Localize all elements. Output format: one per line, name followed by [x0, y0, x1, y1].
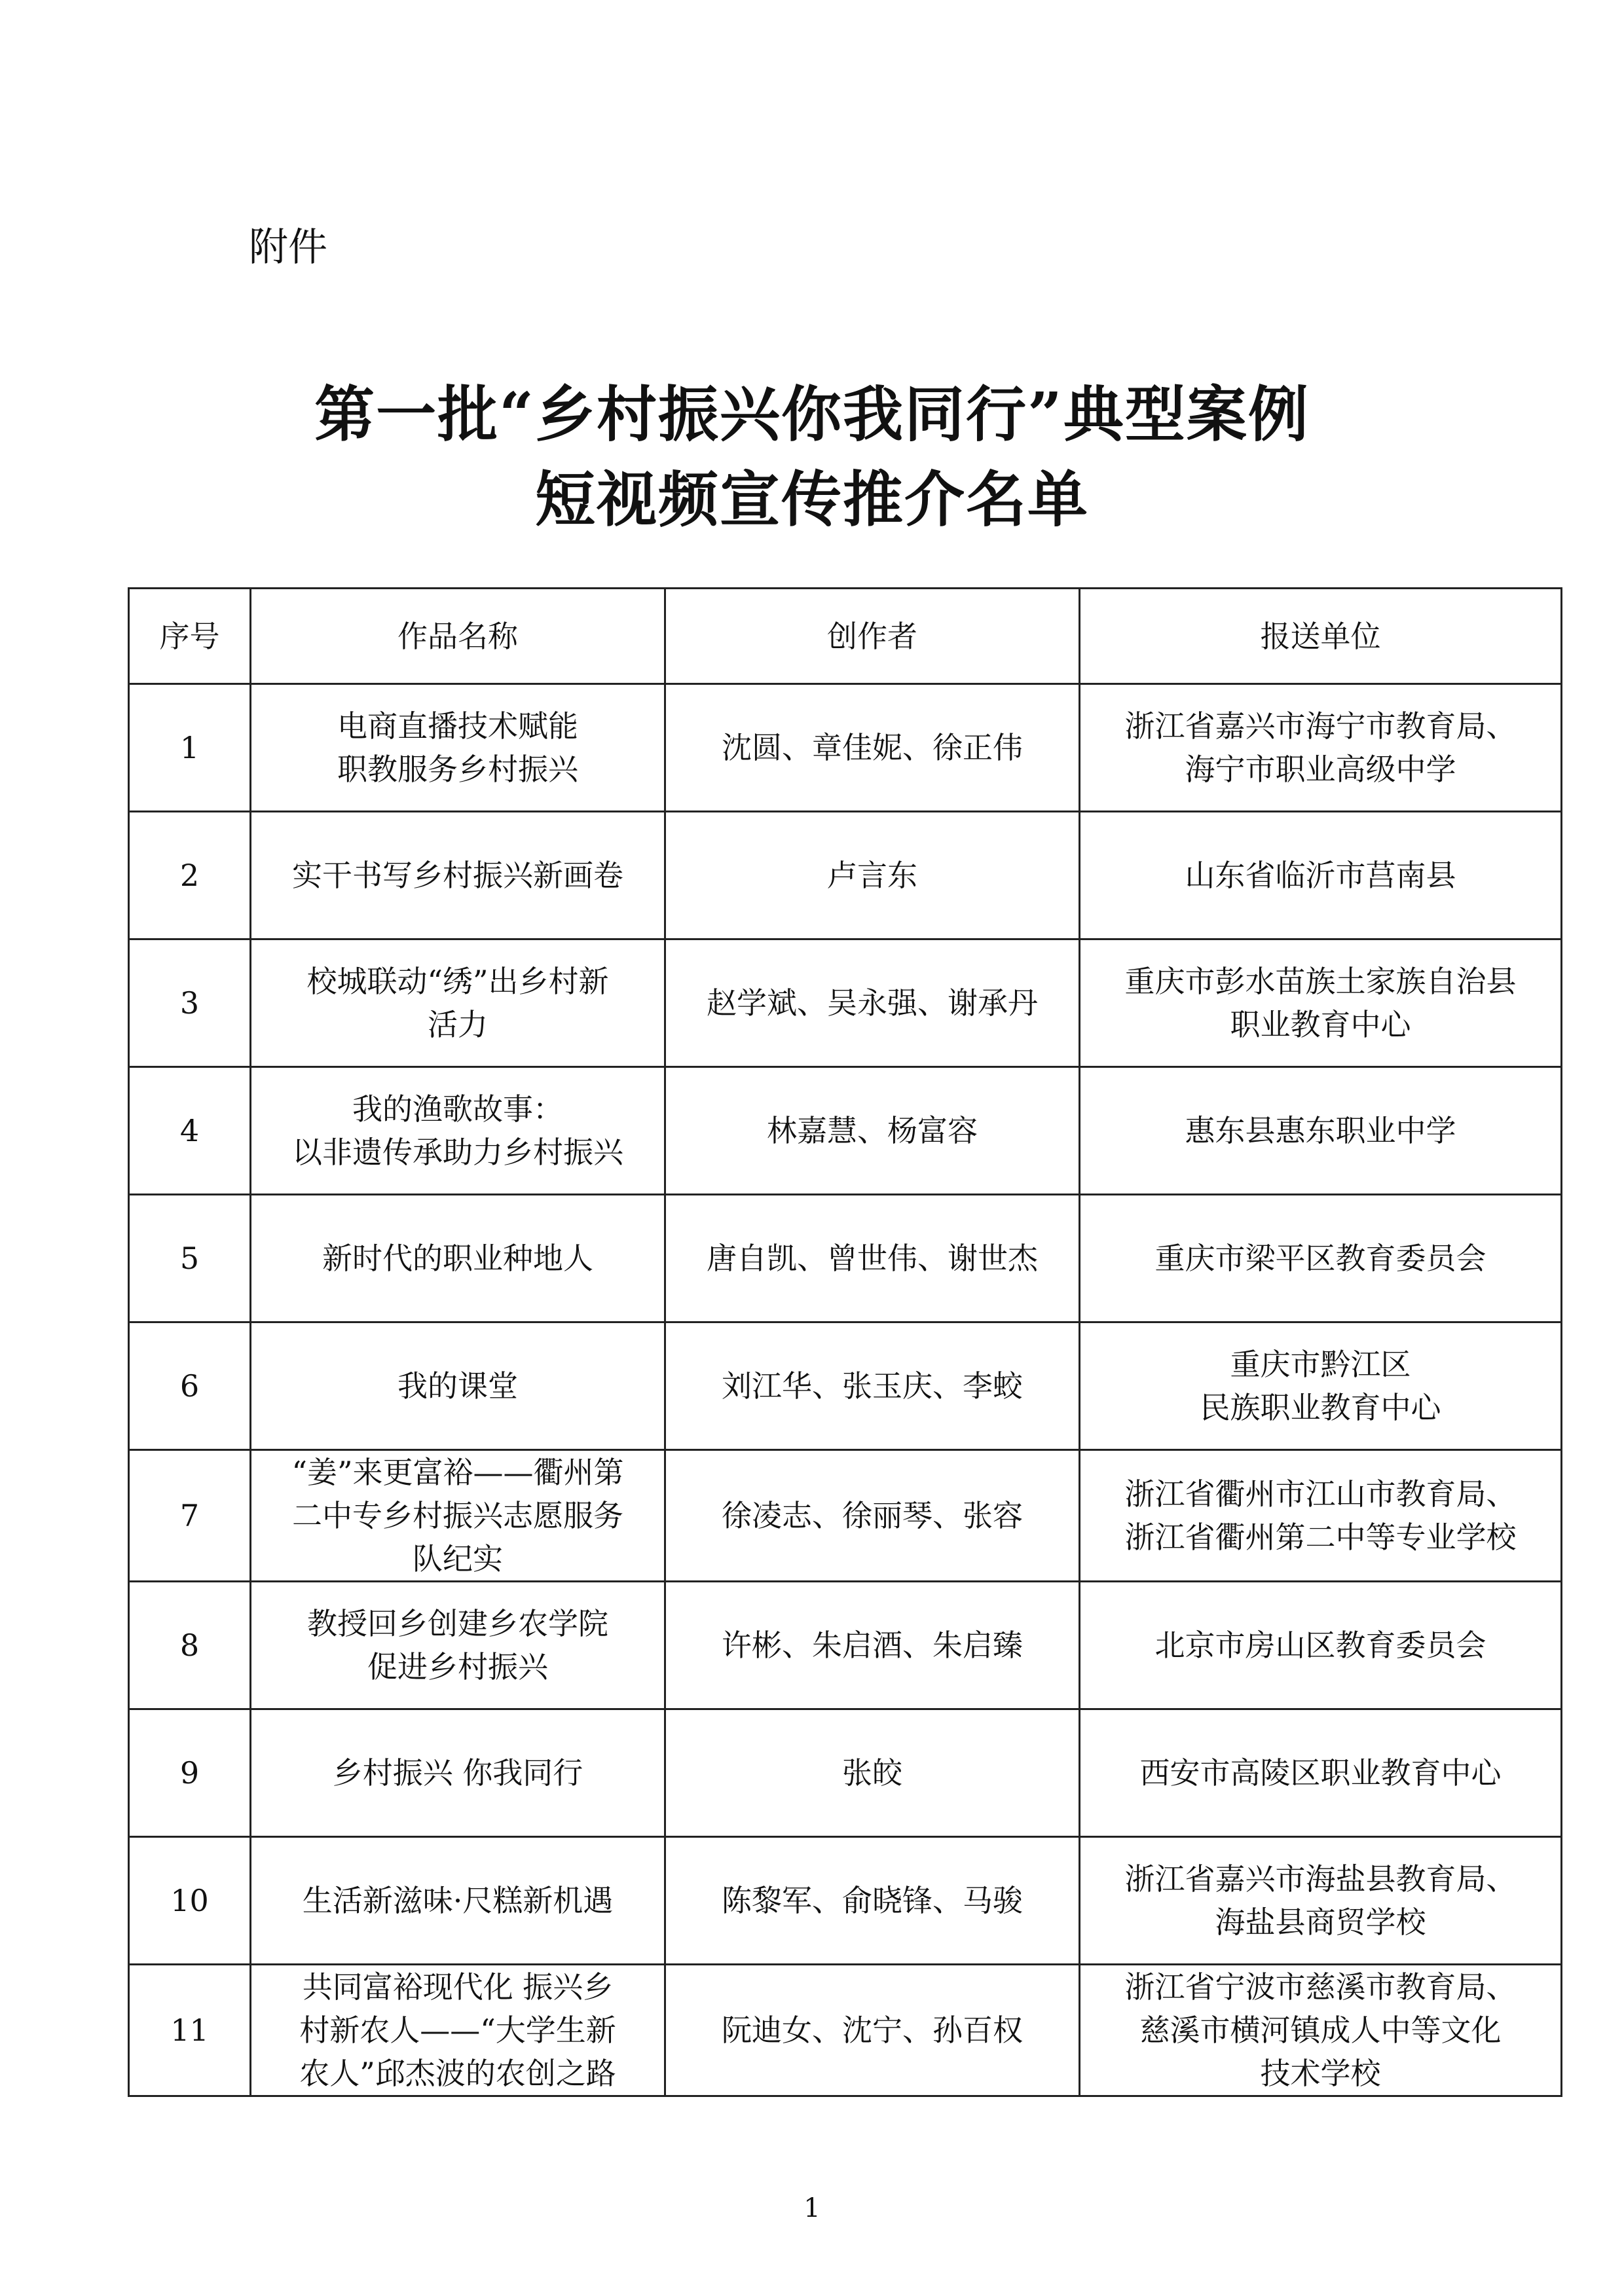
row-creators-cell: 徐凌志、徐丽琴、张容 — [665, 1450, 1080, 1582]
row-work-name-cell: 实干书写乡村振兴新画卷 — [251, 812, 665, 939]
table-row — [129, 684, 1562, 812]
row-unit-cell: 浙江省嘉兴市海宁市教育局、 海宁市职业高级中学 — [1080, 684, 1562, 812]
row-unit-cell: 北京市房山区教育委员会 — [1080, 1582, 1562, 1709]
row-serial-cell: 6 — [129, 1322, 251, 1450]
table-row — [129, 1450, 1562, 1582]
row-work-name-cell: 乡村振兴 你我同行 — [251, 1709, 665, 1837]
row-work-name-cell: 我的课堂 — [251, 1322, 665, 1450]
row-creators-cell: 赵学斌、吴永强、谢承丹 — [665, 939, 1080, 1067]
attachment-label: 附件 — [249, 225, 327, 270]
page-number: 1 — [803, 2193, 821, 2223]
row-serial-cell: 2 — [129, 812, 251, 939]
row-unit-cell: 重庆市黔江区 民族职业教育中心 — [1080, 1322, 1562, 1450]
row-unit-cell: 浙江省宁波市慈溪市教育局、 慈溪市横河镇成人中等文化 技术学校 — [1080, 1965, 1562, 2096]
row-unit-cell: 浙江省嘉兴市海盐县教育局、 海盐县商贸学校 — [1080, 1837, 1562, 1965]
row-unit-cell: 重庆市彭水苗族土家族自治县 职业教育中心 — [1080, 939, 1562, 1067]
nomination-table — [128, 587, 1562, 2097]
table-row — [129, 1709, 1562, 1837]
table-row — [129, 939, 1562, 1067]
row-work-name-cell: 电商直播技术赋能 职教服务乡村振兴 — [251, 684, 665, 812]
row-work-name-cell: 教授回乡创建乡农学院 促进乡村振兴 — [251, 1582, 665, 1709]
row-creators-cell: 沈圆、章佳妮、徐正伟 — [665, 684, 1080, 812]
row-work-name-cell: 我的渔歌故事： 以非遗传承助力乡村振兴 — [251, 1067, 665, 1195]
row-unit-cell: 重庆市梁平区教育委员会 — [1080, 1195, 1562, 1322]
row-serial-cell: 5 — [129, 1195, 251, 1322]
row-creators-cell: 卢言东 — [665, 812, 1080, 939]
row-serial-cell: 3 — [129, 939, 251, 1067]
row-creators-cell: 刘江华、张玉庆、李蛟 — [665, 1322, 1080, 1450]
row-creators-cell: 林嘉慧、杨富容 — [665, 1067, 1080, 1195]
row-work-name-cell: 新时代的职业种地人 — [251, 1195, 665, 1322]
row-creators-cell: 张皎 — [665, 1709, 1080, 1837]
table-row — [129, 1322, 1562, 1450]
row-serial-cell: 9 — [129, 1709, 251, 1837]
table-row — [129, 1195, 1562, 1322]
row-work-name-cell: “姜”来更富裕——衢州第 二中专乡村振兴志愿服务 队纪实 — [251, 1450, 665, 1582]
row-unit-cell: 浙江省衢州市江山市教育局、 浙江省衢州第二中等专业学校 — [1080, 1450, 1562, 1582]
row-unit-cell: 山东省临沂市莒南县 — [1080, 812, 1562, 939]
row-creators-cell: 唐自凯、曾世伟、谢世杰 — [665, 1195, 1080, 1322]
table-row — [129, 1837, 1562, 1965]
row-serial-cell: 11 — [129, 1965, 251, 2096]
row-work-name-cell: 生活新滋味·尺糕新机遇 — [251, 1837, 665, 1965]
table-row — [129, 1582, 1562, 1709]
row-work-name-cell: 校城联动“绣”出乡村新 活力 — [251, 939, 665, 1067]
row-serial-cell: 10 — [129, 1837, 251, 1965]
table-row — [129, 812, 1562, 939]
row-serial-cell: 7 — [129, 1450, 251, 1582]
row-creators-cell: 陈黎军、俞晓锋、马骏 — [665, 1837, 1080, 1965]
row-serial-cell: 8 — [129, 1582, 251, 1709]
row-unit-cell: 西安市高陵区职业教育中心 — [1080, 1709, 1562, 1837]
row-creators-cell: 阮迪女、沈宁、孙百权 — [665, 1965, 1080, 2096]
row-serial-cell: 1 — [129, 684, 251, 812]
header-work-name: 作品名称 — [251, 589, 665, 684]
table-row — [129, 1067, 1562, 1195]
row-unit-cell: 惠东县惠东职业中学 — [1080, 1067, 1562, 1195]
table-header-row — [129, 589, 1562, 684]
header-serial: 序号 — [129, 589, 251, 684]
document-title-line2: 短视频宣传推介名单 — [534, 464, 1089, 535]
row-serial-cell: 4 — [129, 1067, 251, 1195]
header-creators: 创作者 — [665, 589, 1080, 684]
row-creators-cell: 许彬、朱启酒、朱启臻 — [665, 1582, 1080, 1709]
table-row — [129, 1965, 1562, 2096]
document-title-line1: 第一批“乡村振兴你我同行”典型案例 — [314, 379, 1310, 450]
row-work-name-cell: 共同富裕现代化 振兴乡 村新农人——“大学生新 农人”邱杰波的农创之路 — [251, 1965, 665, 2096]
header-submitting-unit: 报送单位 — [1080, 589, 1562, 684]
